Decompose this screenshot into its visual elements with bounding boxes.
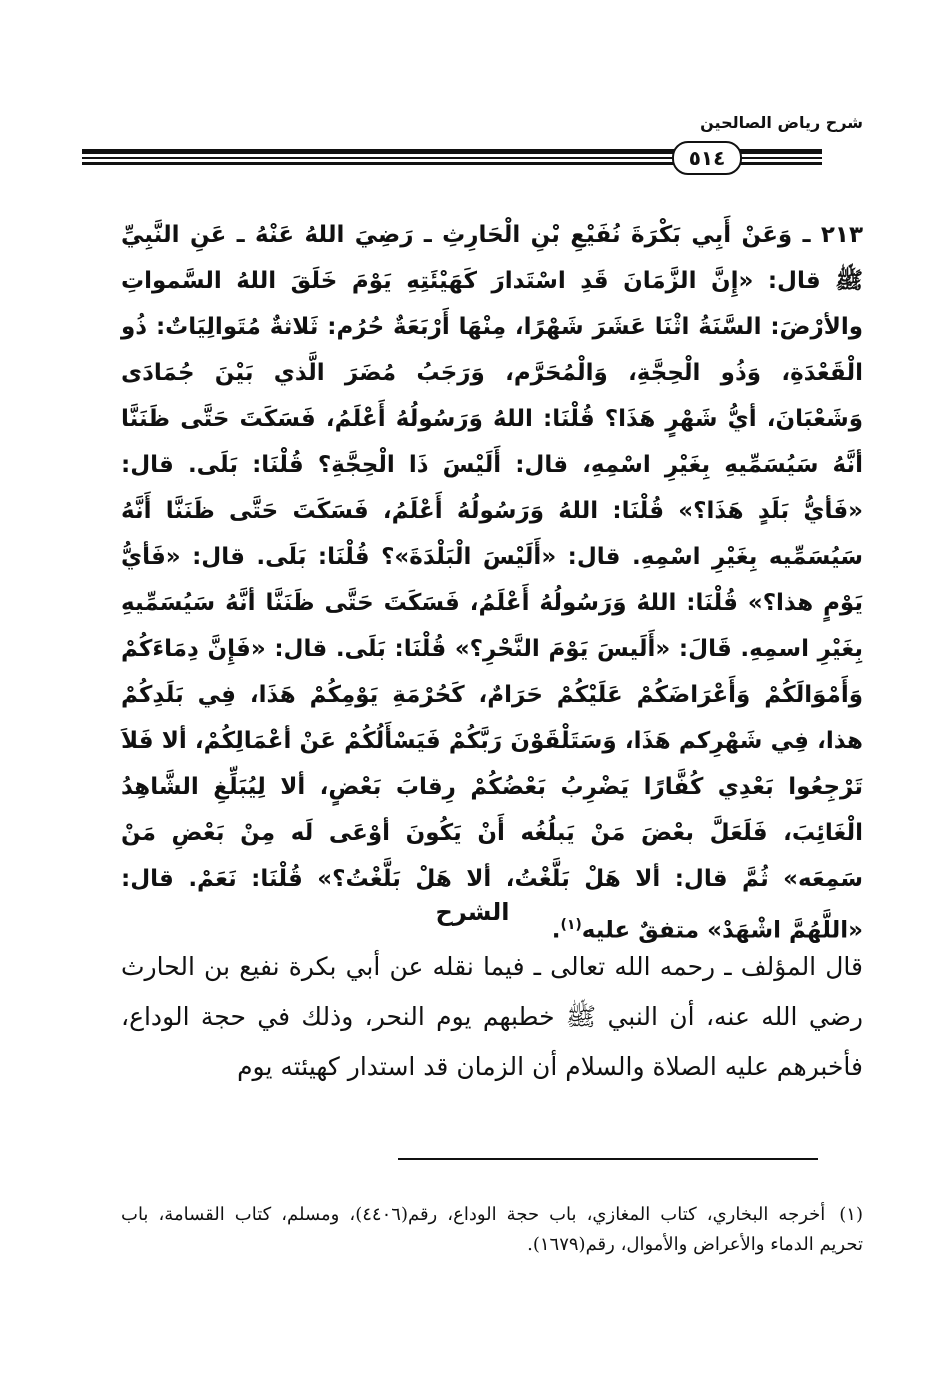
commentary-paragraph: قال المؤلف ـ رحمه الله تعالى ـ فيما نقله عن أبي بكرة نفيع بن الحارث رضي الله عنه، أن النبي ﷺ خطبهم يوم النحر، وذلك في حجة الوداع، فأخبرهم عليه الصلاة والسلام أن الزمان قد استدار كهيئته يوم	[121, 952, 863, 1081]
footnote-marker: (١)	[839, 1204, 863, 1225]
hadith-end: .	[551, 917, 561, 944]
footnote	[121, 1200, 863, 1260]
hadith-text	[121, 212, 863, 954]
footnote-text: أخرجه البخاري، كتاب المغازي، باب حجة الوداع، رقم(٤٤٠٦)، ومسلم، كتاب القسامة، باب تحريم الدماء والأعراض والأموال، رقم(١٦٧٩).	[121, 1204, 863, 1255]
page-number-badge	[672, 141, 742, 175]
footnote-reference[interactable]: (١)	[560, 917, 582, 933]
header-rule	[82, 141, 822, 177]
footnote-separator	[398, 1158, 818, 1160]
running-header-title: شرح رياض الصالحين	[700, 113, 863, 132]
page-number: ٥١٤	[688, 146, 726, 170]
section-title: الشرح	[435, 898, 510, 926]
hadith-body: ٢١٣ ـ وَعَنْ أَبِي بَكْرَةَ نُفَيْعِ بْنِ الْحَارِثِ ـ رَضِيَ اللهُ عَنْهُ ـ عَنِ النَّبِيِّ ﷺ قال: «إِنَّ الزَّمَانَ قَدِ اسْتَدارَ كَهَيْئَتِهِ يَوْمَ خَلَقَ اللهُ السَّمواتِ والأرْضَ: السَّنَةُ اثْنَا عَشَرَ شَهْرًا، مِنْهَا أَرْبَعَةٌ حُرُم: ثَلاثةٌ مُتَوالِيَاتٌ: ذُو الْقَعْدَةِ، وَذُو الْحِجَّةِ، وَالْمُحَرَّم، وَرَجَبُ مُضَرَ الَّذي بَيْنَ جُمَادَى وَشَعْبَانَ، أيُّ شَهْرٍ هَذَا؟ قُلْنَا: اللهُ وَرَسُولُهُ أَعْلَمُ، فَسَكَتَ حَتَّى ظَنَنَّا أنَّهُ سَيُسَمِّيهِ بِغَيْرِ اسْمِهِ، قال: أَلَيْسَ ذَا الْحِجَّةِ؟ قُلْنَا: بَلَى. قال: «فَأيُّ بَلَدٍ هَذَا؟» قُلْنَا: اللهُ وَرَسُولُهُ أَعْلَمُ، فَسَكَتَ حَتَّى ظَنَنَّا أَنَّهُ سَيُسَمِّيه بِغَيْرِ اسْمِهِ. قال: «أَلَيْسَ الْبَلْدَةَ»؟ قُلْنَا: بَلَى. قال: «فَأيُّ يَوْمٍ هذا؟» قُلْنَا: اللهُ وَرَسُولُهُ أَعْلَمُ، فَسَكَتَ حَتَّى ظَنَنَّا أنَّهُ سَيُسَمِّيهِ بِغَيْرِ اسمِهِ. قَالَ: «أَلَيسَ يَوْمَ النَّحْرِ؟» قُلْنَا: بَلَى. قال: «فَإِنَّ دِمَاءَكُمْ وَأَمْوَالَكُمْ وَأَعْرَاضَكُمْ عَلَيْكُمْ حَرَامٌ، كَحُرْمَةِ يَوْمِكُمْ هَذَا، فِي بَلَدِكُمْ هذا، فِي شَهْرِكم هَذَا، وَسَتَلْقَوْنَ رَبَّكُمْ فَيَسْأَلُكُمْ عَنْ أعْمَالِكُمْ، ألا فَلاَ تَرْجِعُوا بَعْدِي كُفَّارًا يَضْرِبُ بَعْضُكُمْ رِقابَ بَعْضٍ، ألا لِيُبَلِّغِ الشَّاهِدُ الْغَائِبَ، فَلَعَلَّ بعْضَ مَنْ يَبلُغُه أَنْ يَكُونَ أوْعَى لَه مِنْ بَعْضِ مَنْ سَمِعَه» ثُمَّ قال: ألا هَلْ بَلَّغْتُ، ألا هَلْ بَلَّغْتُ؟» قُلْنَا: نَعَمْ. قال: «اللَّهُمَّ اشْهَدْ» متفقٌ عليه	[121, 222, 863, 944]
